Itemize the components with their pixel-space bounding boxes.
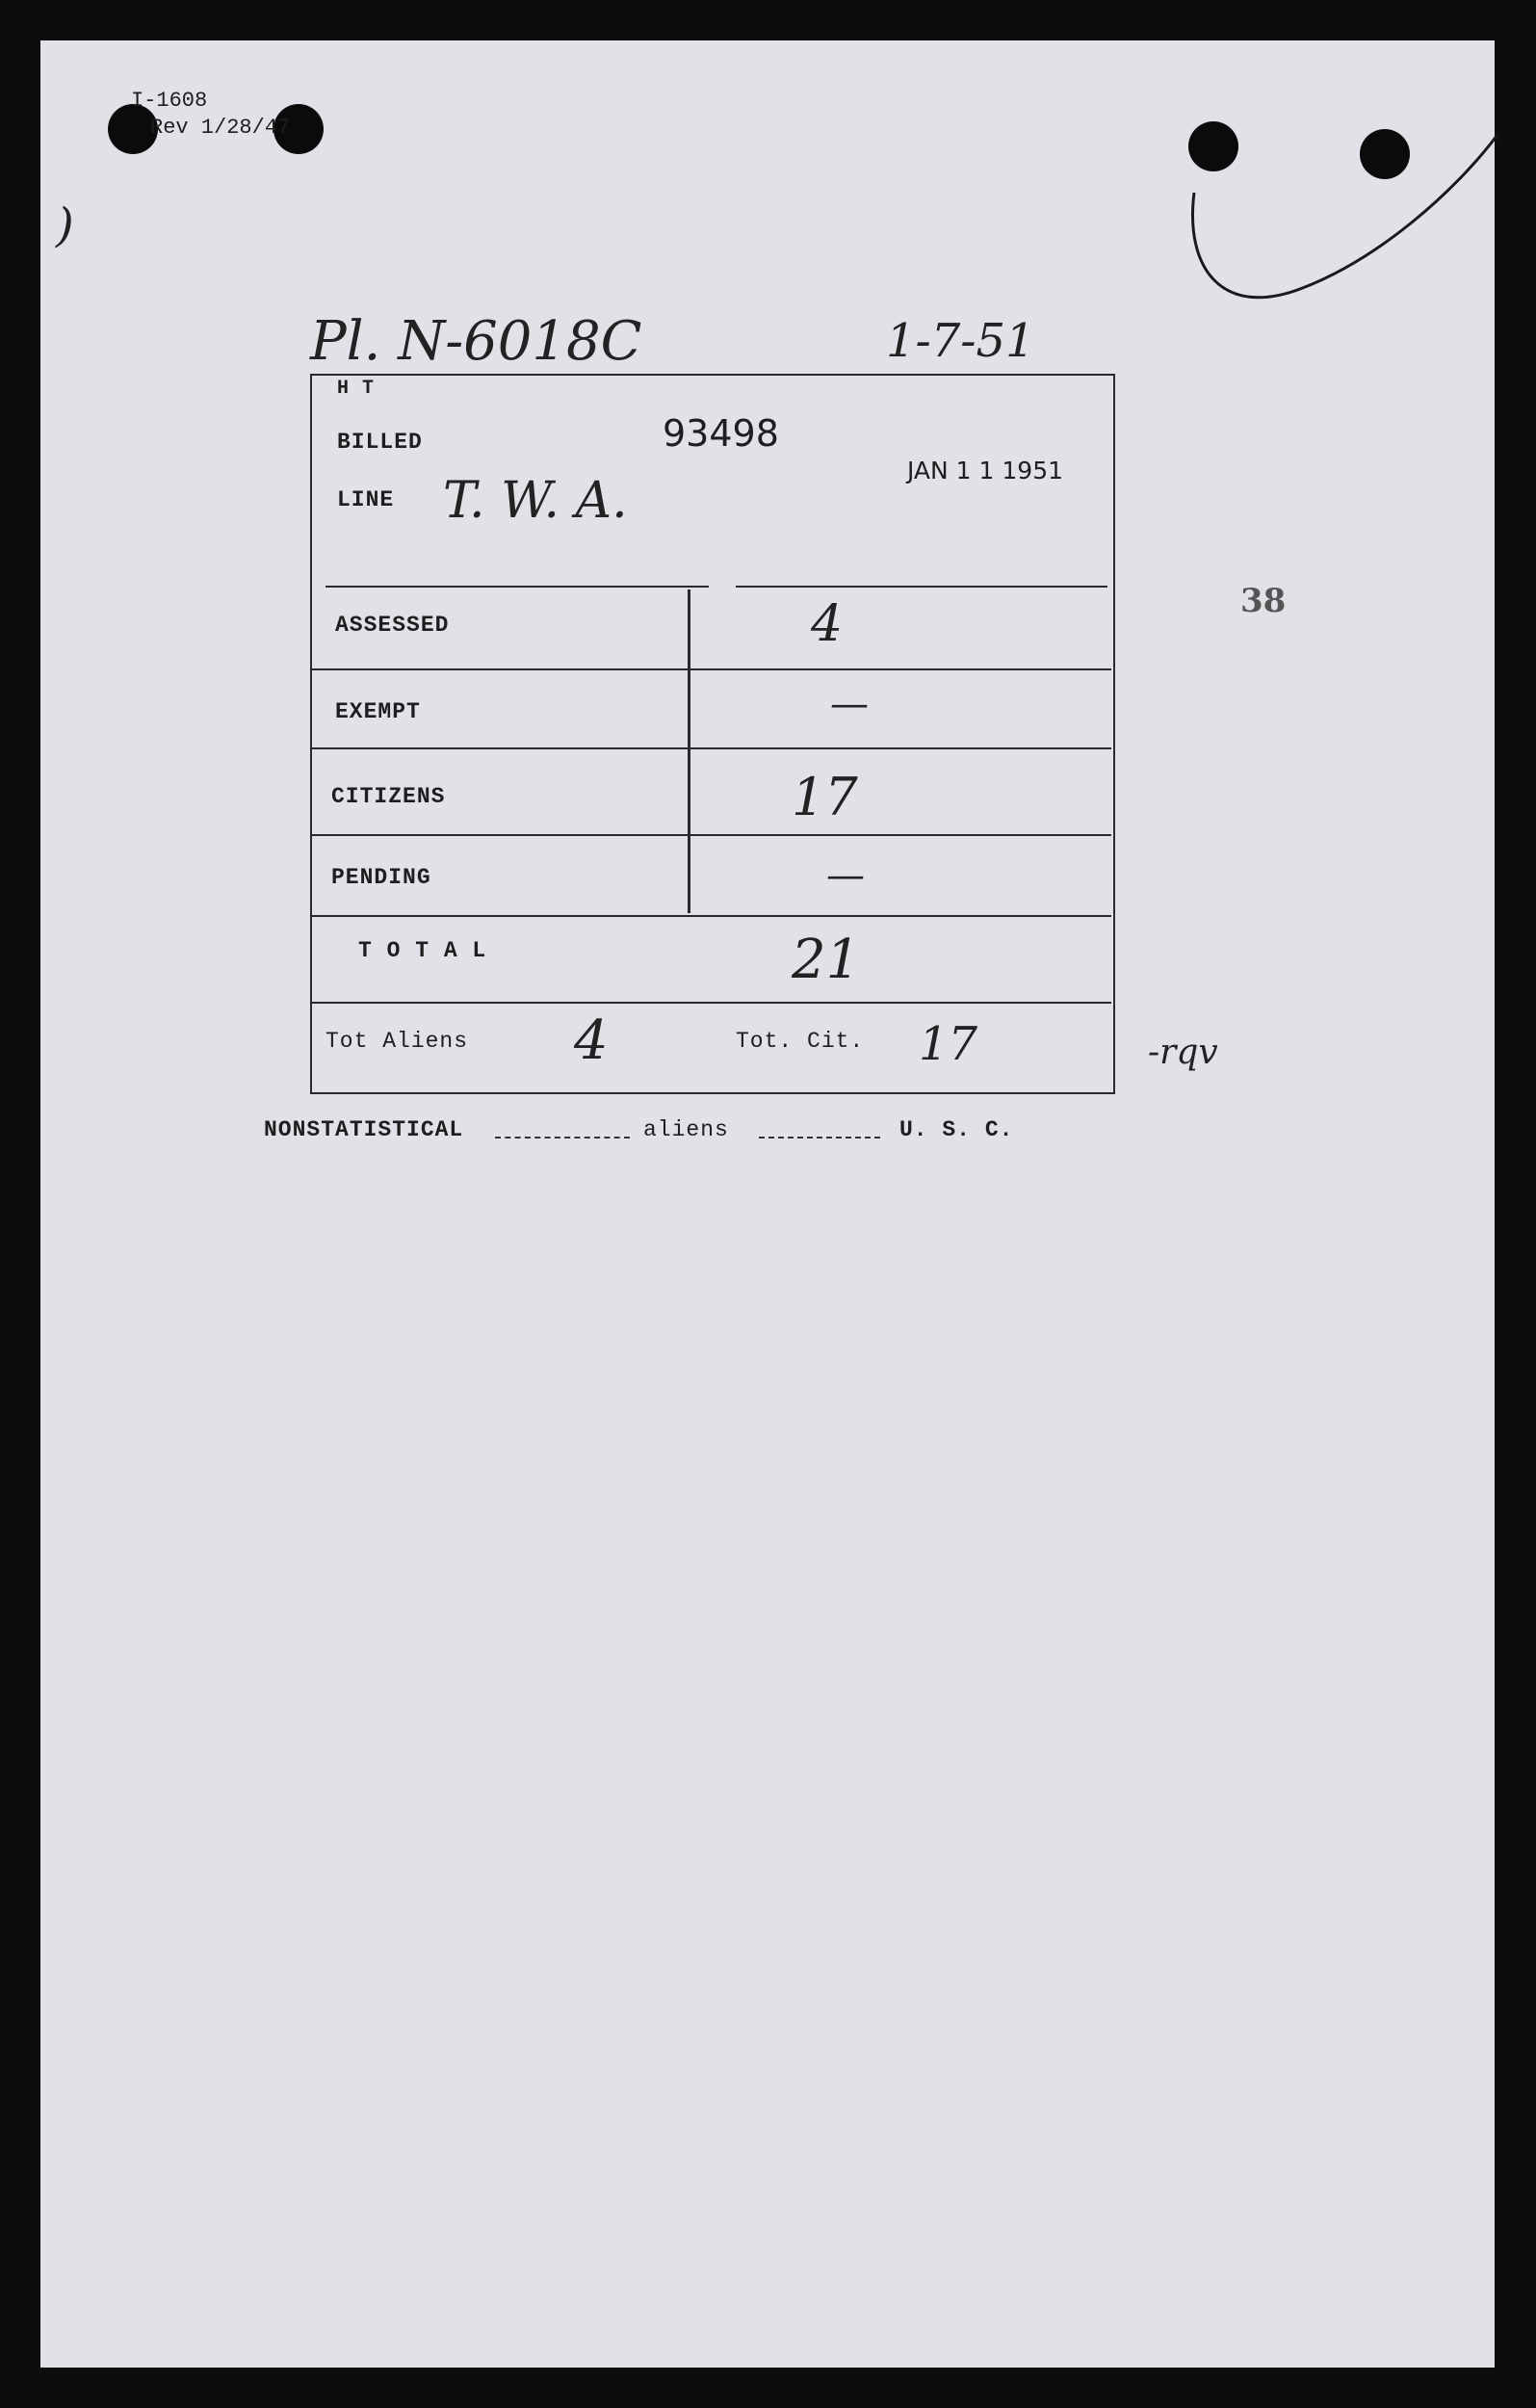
rule-row-1 — [312, 668, 1111, 670]
check-mark-icon — [1185, 125, 1502, 318]
citizens-value: 17 — [792, 767, 858, 827]
ht-label: H T — [337, 378, 376, 400]
date-stamp: JAN 1 1 1951 — [907, 457, 1064, 484]
assessed-value: 4 — [811, 595, 844, 653]
billed-label: BILLED — [337, 430, 423, 455]
rule-top-right — [736, 586, 1107, 588]
rule-row-2 — [312, 747, 1111, 749]
assessed-label: ASSESSED — [335, 613, 450, 638]
manifest-number: Pl. N-6018C — [310, 310, 642, 373]
citizens-label: CITIZENS — [331, 784, 446, 809]
margin-annotation: -rqv — [1148, 1033, 1218, 1072]
usc-label: U. S. C. — [899, 1117, 1014, 1142]
nonstatistical-label: NONSTATISTICAL — [264, 1117, 464, 1142]
tot-cit-label: Tot. Cit. — [736, 1029, 865, 1054]
line-label: LINE — [337, 487, 395, 512]
rule-row-4 — [312, 915, 1111, 917]
aliens-blank — [759, 1137, 880, 1139]
tot-cit-value: 17 — [919, 1017, 978, 1071]
tot-aliens-value: 4 — [574, 1009, 609, 1072]
column-divider — [688, 589, 690, 913]
rule-row-3 — [312, 834, 1111, 836]
rule-top-left — [325, 586, 709, 588]
exempt-value: — — [830, 682, 869, 726]
total-value: 21 — [792, 929, 861, 991]
pending-value: — — [826, 853, 865, 898]
tot-aliens-label: Tot Aliens — [325, 1029, 469, 1054]
form-revision: Rev 1/28/47 — [150, 116, 291, 140]
aliens-label: aliens — [643, 1117, 729, 1142]
pending-label: PENDING — [331, 865, 431, 890]
rule-row-5 — [312, 1002, 1111, 1004]
airline-name: T. W. A. — [443, 472, 628, 530]
page-number: 38 — [1240, 582, 1287, 620]
billed-number: 93498 — [663, 412, 779, 455]
total-label: T O T A L — [358, 938, 487, 963]
form-number: I-1608 — [131, 89, 208, 113]
margin-paren: ) — [56, 198, 74, 252]
handwritten-date: 1-7-51 — [886, 314, 1035, 368]
nonstat-blank — [495, 1137, 630, 1139]
exempt-label: EXEMPT — [335, 699, 421, 724]
